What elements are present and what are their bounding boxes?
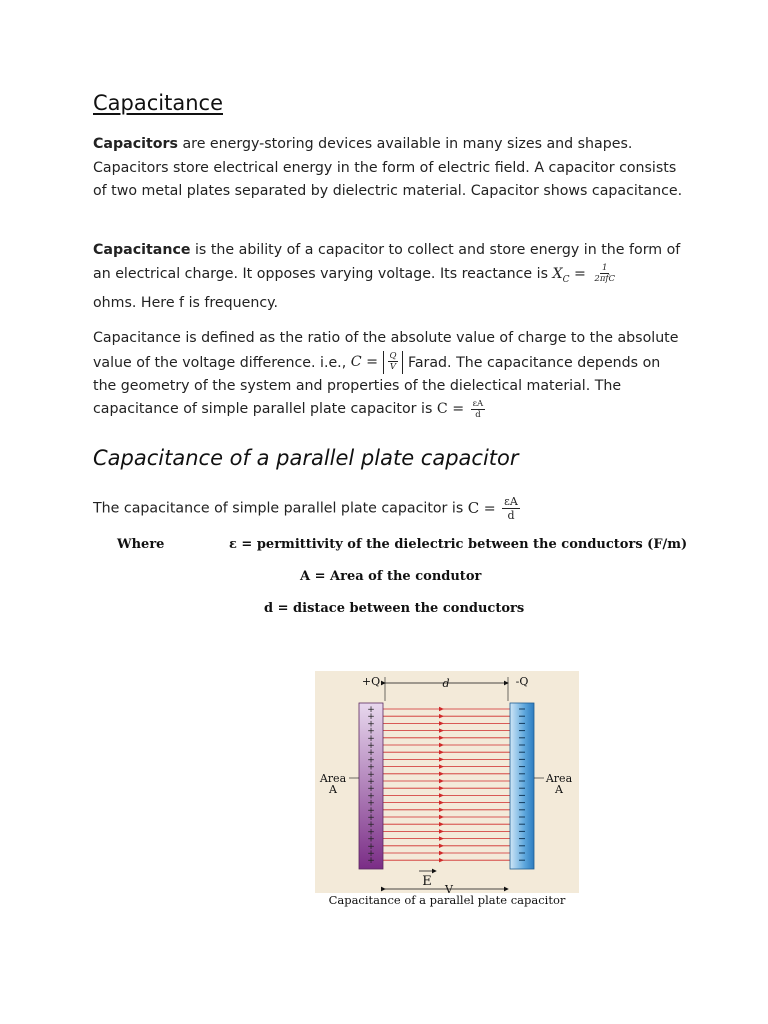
e-field-label: E (422, 874, 432, 889)
d-label: d (442, 677, 450, 690)
plus-sign: + (367, 777, 375, 787)
plus-sign: + (367, 748, 375, 759)
area-left-symbol: A (329, 783, 337, 796)
plus-sign: + (367, 719, 375, 730)
paragraph-parallel-plate: The capacitance of simple parallel plate capacitor is C = $\frac{\varepsilon A}{d}$ (93, 495, 683, 522)
plus-sign: + (367, 769, 375, 780)
plus-sign: + (367, 791, 375, 802)
paragraph-capacitance-text: is the ability of a capacitor to collect and store energy in the form of an electrical charge. It opposes varying voltage. Its reactance is (93, 242, 681, 282)
section-heading: Capacitance of a parallel plate capacitor (93, 446, 519, 470)
parallel-plate-formula-inline: C = $\frac{\varepsilon A}{d}$ (436, 398, 484, 420)
definition-area: A = Area of the condutor (300, 569, 482, 584)
plus-sign: + (367, 805, 375, 816)
paragraph-capacitance-tail: ohms. Here f is frequency. (93, 294, 279, 311)
capacitance-ratio-formula: C = $\frac{Q}{V}$ (351, 354, 404, 370)
plus-sign: + (367, 820, 375, 831)
plus-sign: + (367, 762, 375, 773)
plus-sign: + (367, 741, 375, 751)
paragraph-capacitors (93, 133, 683, 204)
plus-sign: + (367, 712, 375, 723)
paragraph-definition (93, 327, 683, 422)
term-capacitance: Capacitance (93, 242, 191, 258)
plus-signs (367, 705, 375, 866)
plus-sign: + (367, 841, 375, 852)
plus-sign: + (367, 733, 375, 744)
minus-q-label: -Q (515, 675, 529, 688)
parallel-plate-formula: C = $\frac{\varepsilon A}{d}$ (467, 495, 518, 522)
plus-sign: + (367, 849, 375, 859)
plus-sign: + (367, 726, 375, 737)
plus-sign: + (367, 798, 375, 809)
reactance-formula: $X_C$ = $\frac{1}{\text{2πfC}}$ (552, 263, 616, 285)
definition-distance: d = distace between the conductors (264, 601, 525, 616)
paragraph-definition-text: Capacitance is defined as the ratio of the absolute value of charge to the absolute value of the voltage difference. i.e., (93, 330, 679, 371)
capacitor-figure (315, 671, 579, 915)
where-label: Where (117, 537, 165, 552)
area-right-label: Area (545, 772, 573, 785)
area-left-label: Area (319, 772, 347, 785)
capacitor-diagram (315, 671, 579, 893)
paragraph-capacitors-text: are energy-storing devices available in many sizes and shapes. Capacitors store electrical energy in the form of electric field. A capacitor consists of two metal plates separated by dielectric material. Capacitor shows capacitance. (93, 136, 683, 199)
plus-sign: + (367, 755, 375, 766)
plus-sign: + (367, 784, 375, 795)
negative-plate (510, 703, 534, 869)
plus-sign: + (367, 856, 375, 867)
plus-sign: + (367, 827, 375, 838)
area-right-symbol: A (555, 783, 563, 796)
plus-q-label: +Q (361, 675, 381, 688)
paragraph-capacitance (93, 239, 683, 315)
figure-background (315, 671, 579, 893)
plus-sign: + (367, 705, 375, 715)
page-title: Capacitance (93, 91, 223, 115)
plus-sign: + (367, 813, 375, 823)
v-label: V (445, 883, 453, 893)
plus-sign: + (367, 834, 375, 845)
figure-caption: Capacitance of a parallel plate capacitor (328, 893, 566, 907)
term-capacitors: Capacitors (93, 136, 178, 152)
definition-epsilon: ε = permittivity of the dielectric between the conductors (F/m) (229, 537, 688, 552)
paragraph-definition-tail: Farad. The capacitance depends on the geometry of the system and properties of the dielectical material. The capacitance of simple parallel plate capacitor is (93, 354, 661, 418)
